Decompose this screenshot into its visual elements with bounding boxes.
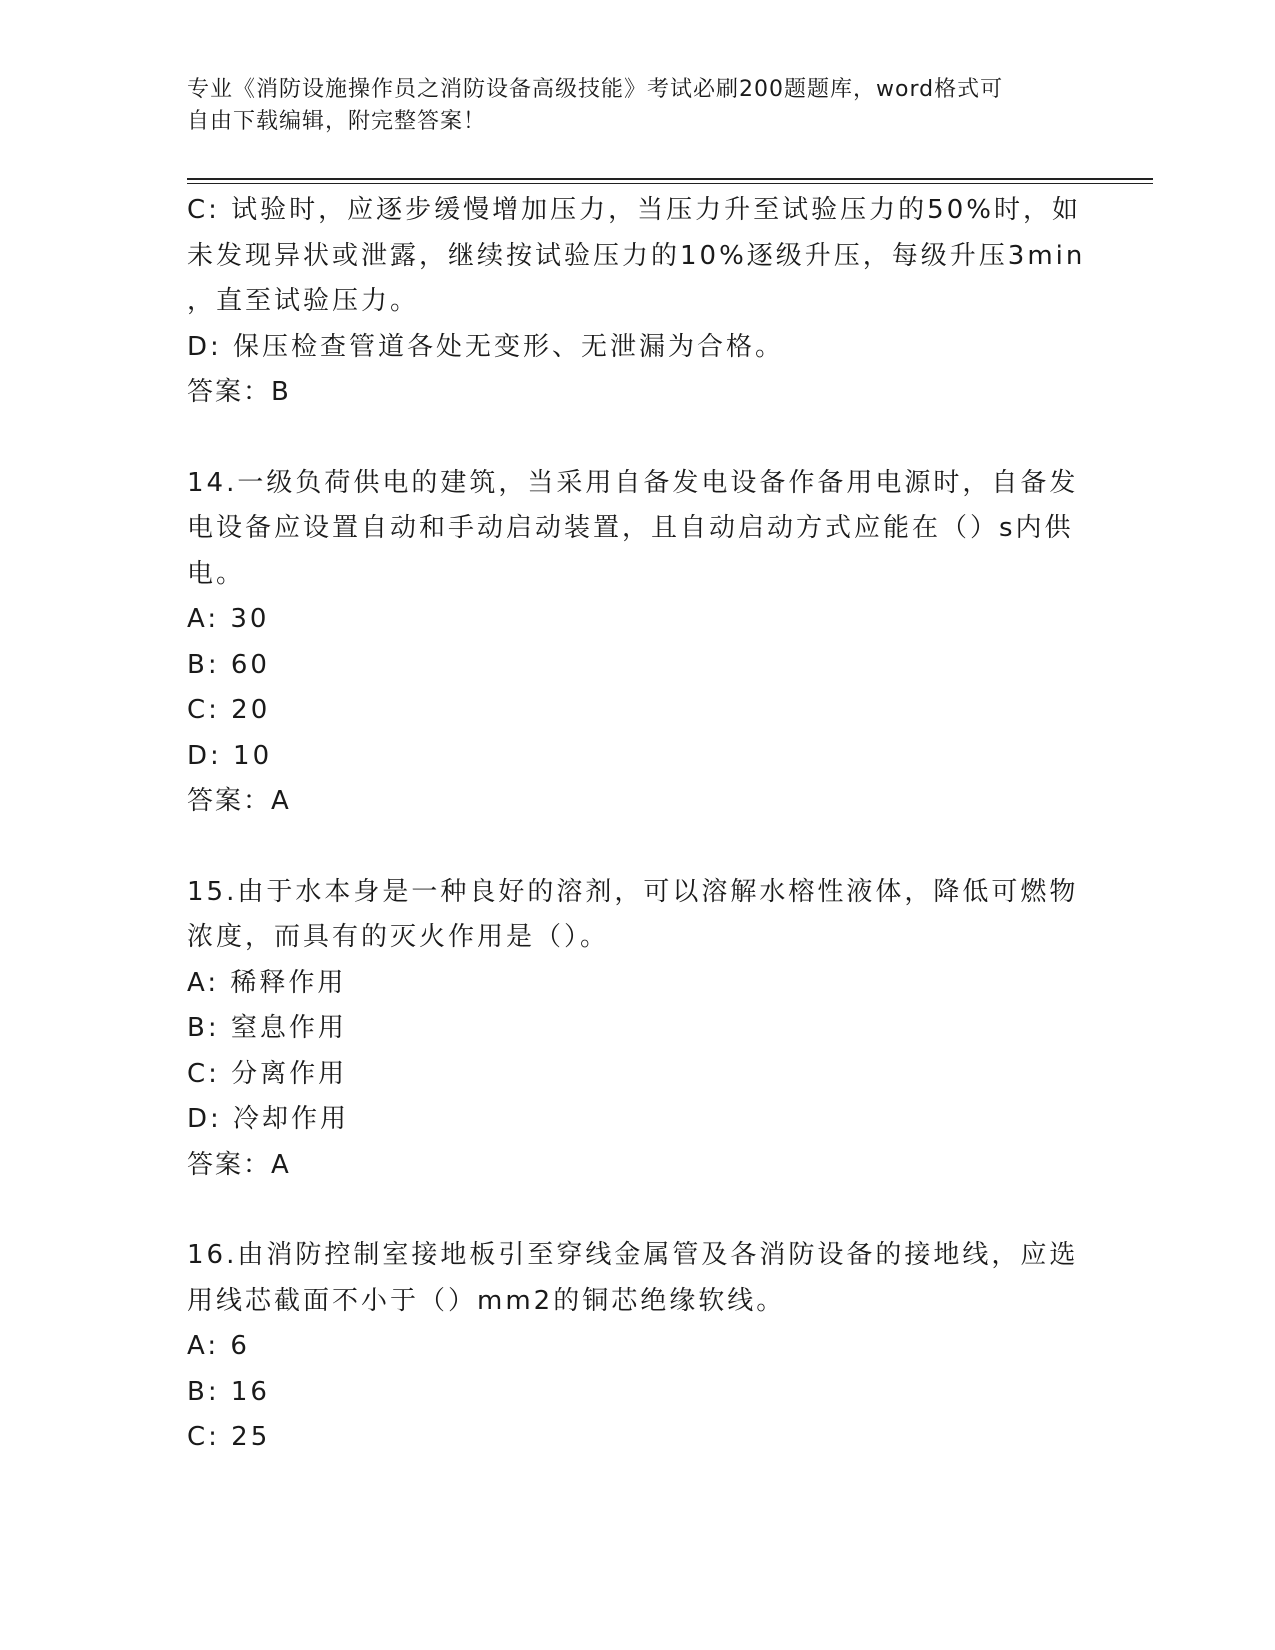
option-a: A: 6	[187, 1331, 250, 1361]
question-16	[187, 1233, 1087, 1461]
question-14	[187, 461, 1087, 825]
question-text-line-2: 电设备应设置自动和手动启动装置，且自动启动方式应能在（）s内供	[187, 513, 1074, 543]
option-c: C: 25	[187, 1422, 271, 1452]
option-d: D: 冷却作用	[187, 1104, 350, 1134]
question-content	[187, 188, 1087, 1461]
question-text-line-2: 用线芯截面不小于（）mm2的铜芯绝缘软线。	[187, 1285, 786, 1316]
option-c-line-1: C: 试验时，应逐步缓慢增加压力，当压力升至试验压力的50%时，如	[187, 195, 1081, 225]
header-rule-thin	[187, 183, 1153, 184]
question-text-line-1: 16.由消防控制室接地板引至穿线金属管及各消防设备的接地线，应选	[187, 1240, 1079, 1270]
option-d: D: 保压检查管道各处无变形、无泄漏为合格。	[187, 331, 785, 362]
option-c: C: 20	[187, 695, 271, 725]
document-header	[187, 74, 1067, 138]
option-c-line-3: ，直至试验压力。	[187, 286, 420, 316]
question-text-line-3: 电。	[187, 558, 246, 589]
question-text-line-1: 14.一级负荷供电的建筑，当采用自备发电设备作备用电源时，自备发	[187, 467, 1079, 498]
option-c: C: 分离作用	[187, 1058, 348, 1089]
option-a: A: 稀释作用	[187, 967, 347, 998]
option-b: B: 窒息作用	[187, 1013, 347, 1043]
option-c-line-2: 未发现异状或泄露，继续按试验压力的10%逐级升压，每级升压3min	[187, 240, 1086, 271]
header-line-2: 自由下载编辑，附完整答案！	[187, 109, 487, 134]
option-b: B: 60	[187, 649, 270, 680]
question-text-line-2: 浓度，而具有的灭火作用是（）。	[187, 922, 610, 952]
option-d: D: 10	[187, 740, 273, 771]
answer: 答案：B	[187, 377, 291, 407]
answer: 答案：A	[187, 1149, 291, 1180]
header-rule-thick	[187, 178, 1153, 180]
option-a: A: 30	[187, 604, 270, 634]
question-15	[187, 870, 1087, 1189]
answer: 答案：A	[187, 786, 291, 816]
question-text-line-1: 15.由于水本身是一种良好的溶剂，可以溶解水榕性液体，降低可燃物	[187, 876, 1079, 907]
header-line-1: 专业《消防设施操作员之消防设备高级技能》考试必刷200题题库，word格式可	[187, 77, 1004, 102]
option-b: B: 16	[187, 1376, 270, 1407]
question-13-tail	[187, 188, 1087, 416]
